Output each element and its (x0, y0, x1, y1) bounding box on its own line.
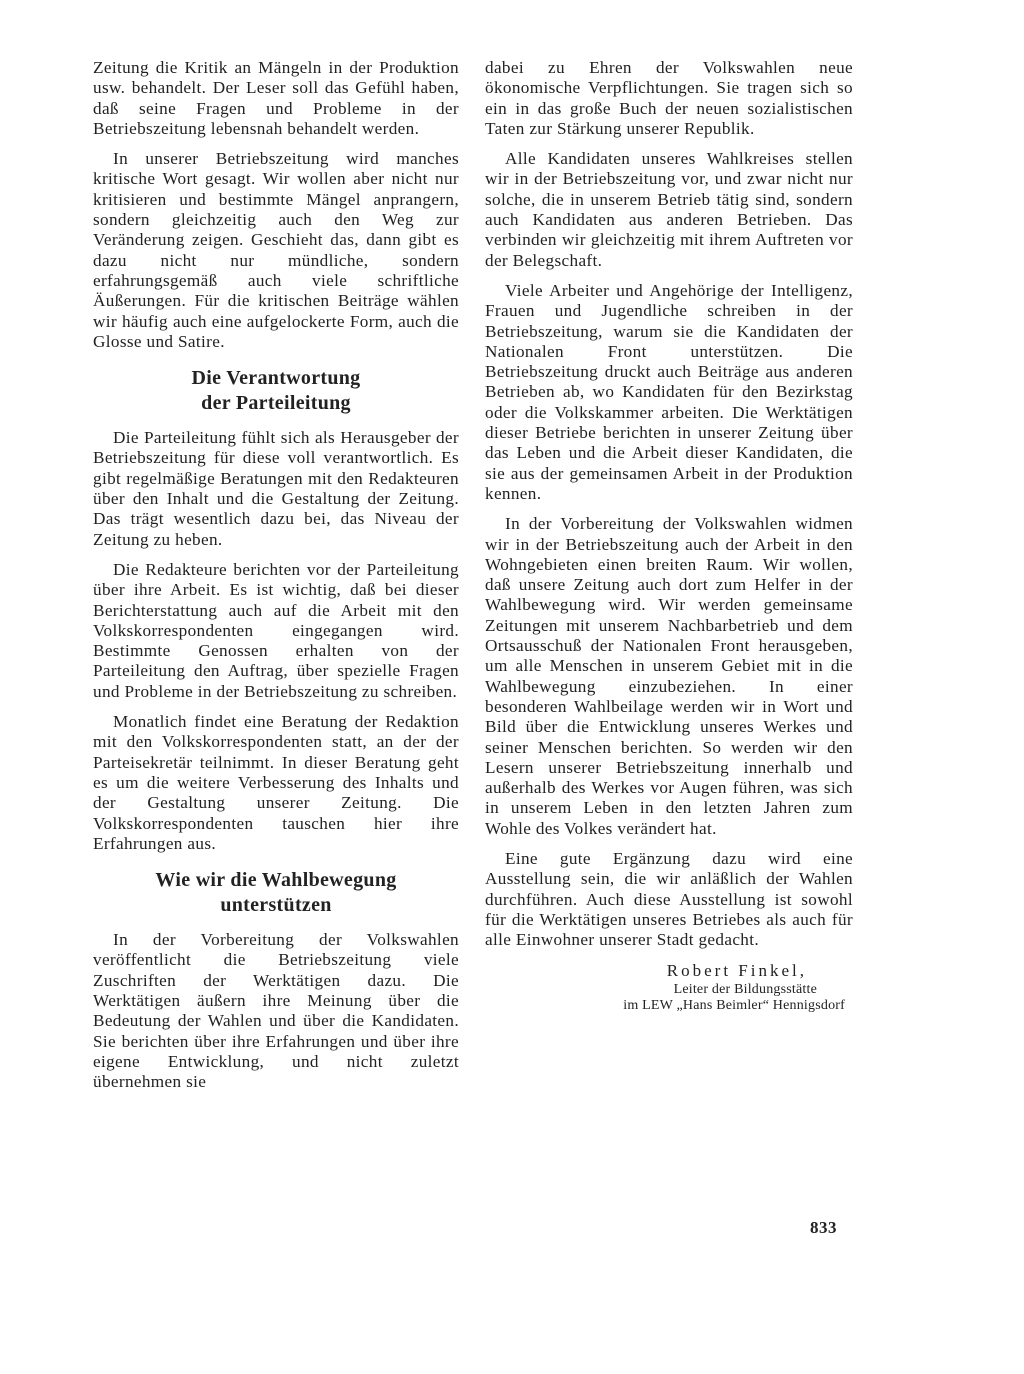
paragraph: In der Vorbereitung der Volkswahlen veröffentlicht die Betriebszeitung viele Zuschriften der Werktätigen dazu. Die Werktätigen äußern ihre Meinung über die Bedeutung der Wahlen und über die Kandidaten. Sie berichten über ihre Erfahrungen und über ihre eigene Entwicklung, und nicht zuletzt übernehmen sie (93, 930, 459, 1092)
paragraph: In unserer Betriebszeitung wird manches kritische Wort gesagt. Wir wollen aber nicht nur kritisieren und bestimmte Mängel anprangern, sondern gleichzeitig auch den Weg zur Veränderung zeigen. Geschieht das, dann gibt es dazu nicht nur mündliche, sondern erfahrungsgemäß auch viele schriftliche Äußerungen. Für die kritischen Beiträge wählen wir häufig auch eine aufgelockerte Form, auch die Glosse und Satire. (93, 149, 459, 351)
author-affiliation: im LEW „Hans Beimler“ Hennigsdorf (623, 998, 845, 1014)
section-heading-verantwortung (93, 366, 459, 416)
paragraph: dabei zu Ehren der Volkswahlen neue ökonomische Verpflichtungen. Sie tragen sich so ein in das große Buch der neuen sozialistischen Taten zur Stärkung unserer Republik. (485, 58, 853, 138)
author-title: Leiter der Bildungsstätte (673, 982, 817, 998)
heading-line: Wie wir die Wahlbewegung (155, 869, 397, 892)
heading-line: der Parteileitung (201, 392, 351, 415)
heading-line: unterstützen (220, 894, 332, 917)
paragraph: Alle Kandidaten unseres Wahlkreises stellen wir in der Betriebszeitung vor, und zwar nicht nur solche, die in unserem Betrieb tätig sind, sondern auch Kandidaten aus anderen Betrieben. Das verbinden wir gleichzeitig mit ihrem Auftreten vor der Belegschaft. (485, 149, 853, 270)
left-column (93, 58, 459, 1102)
heading-line: Die Verantwortung (191, 367, 361, 390)
section-heading-wahlbewegung (93, 868, 459, 918)
paragraph: Monatlich findet eine Beratung der Redaktion mit den Volkskorrespondenten statt, an der der Parteisekretär teilnimmt. In dieser Beratung geht es um die weitere Verbesserung des Inhalts und der Gestaltung unserer Zeitung. Die Volkskorrespondenten tauschen hier ihre Erfahrungen aus. (93, 712, 459, 853)
paragraph: Eine gute Ergänzung dazu wird eine Ausstellung sein, die wir anläßlich der Wahlen durchführen. Auch diese Ausstellung ist sowohl für die Werktätigen unseres Betriebes als auch für alle Einwohner unserer Stadt gedacht. (485, 848, 853, 950)
paragraph: In der Vorbereitung der Volkswahlen widmen wir in der Betriebszeitung auch der Arbeit in den Wohngebieten einen breiten Raum. Wir wollen, daß unsere Zeitung auch dort zum Helfer in der Wahlbewegung wird. Wir werden gemeinsame Zeitungen mit unserem Nachbarbetrieb und dem Ortsausschuß der Nationalen Front herausgeben, um alle Menschen in unserem Gebiet mit in die Wahlbewegung einzubeziehen. In einer besonderen Wahlbeilage werden wir in Wort und Bild über die Entwicklung unseres Werkes und seiner Menschen berichten. So werden wir den Lesern unserer Betriebszeitung innerhalb und außerhalb des Werkes vor Augen führen, was sich in unserem Leben in den letzten Jahren zum Wohle des Volkes verändert hat. (485, 514, 853, 838)
right-column (485, 58, 853, 1014)
paragraph: Die Parteileitung fühlt sich als Herausgeber der Betriebszeitung für diese voll verantwortlich. Es gibt regelmäßige Beratungen mit den Redakteuren über den Inhalt und die Gestaltung der Zeitung. Das trägt wesentlich dazu bei, das Niveau der Zeitung zu heben. (93, 428, 459, 549)
author-name: Robert Finkel, (666, 961, 807, 981)
page-number: 833 (810, 1218, 837, 1237)
paragraph: Viele Arbeiter und Angehörige der Intelligenz, Frauen und Jugendliche schreiben in der Betriebszeitung, warum sie die Kandidaten der Nationalen Front unterstützen. Die Betriebszeitung druckt auch Beiträge aus anderen Betrieben ab, wo Kandidaten für den Bezirkstag oder die Volkskammer arbeiten. Die Werktätigen dieser Betriebe berichten in unserer Zeitung über das Leben und die Arbeit dieser Kandidaten, die sie aus der gemeinsamen Arbeit in der Produktion kennen. (485, 280, 853, 503)
author-signature (485, 960, 853, 1014)
paragraph: Zeitung die Kritik an Mängeln in der Produktion usw. behandelt. Der Leser soll das Gefühl haben, daß seine Fragen und Probleme in der Betriebszeitung lebensnah behandelt werden. (93, 58, 459, 138)
paragraph: Die Redakteure berichten vor der Parteileitung über ihre Arbeit. Es ist wichtig, daß bei dieser Berichterstattung auch auf die Arbeit mit den Volkskorrespondenten eingegangen wird. Bestimmte Genossen erhalten von der Parteileitung den Auftrag, über spezielle Fragen und Probleme in der Betriebszeitung zu schreiben. (93, 559, 459, 701)
